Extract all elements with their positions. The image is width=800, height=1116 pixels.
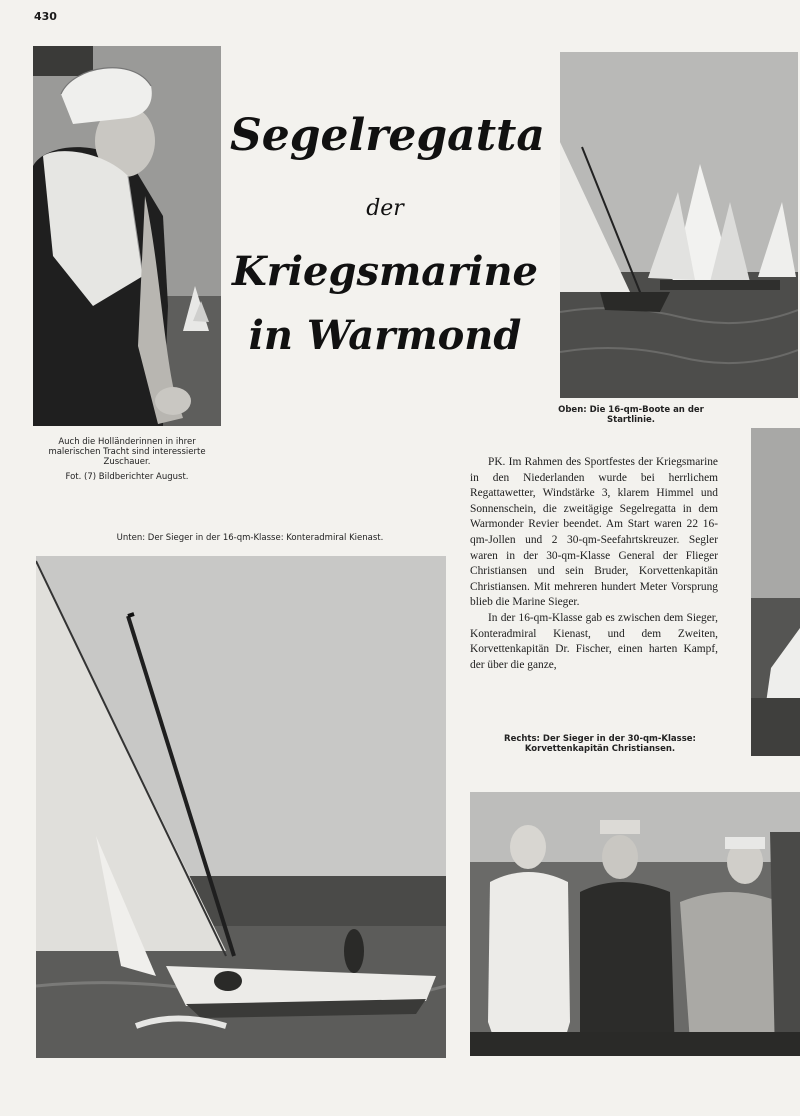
photo-30qm-winner-group [470, 792, 800, 1056]
photo-16qm-winner-sailboat [36, 556, 446, 1058]
caption-30qm-winner: Rechts: Der Sieger in der 30-qm-Klasse: Korvettenkapitän Christiansen. [504, 734, 696, 754]
caption-start-line: Oben: Die 16-qm-Boote an der Startlinie. [558, 405, 704, 425]
title-line-2: der [366, 196, 404, 221]
article-body [470, 455, 718, 715]
caption-dutch-women: Auch die Holländerinnen in ihrer malerischen Tracht sind interessierte Zuschauer. [48, 437, 206, 467]
title-line-1: Segelregatta [230, 110, 545, 161]
caption-16qm-winner: Unten: Der Sieger in der 16-qm-Klasse: Konteradmiral Kienast. [116, 533, 384, 543]
article-paragraph-1: PK. Im Rahmen des Sportfestes der Kriegsmarine in den Niederlanden wurde bei herrlichem Regattawetter, Windstärke 3, klarem Himmel und Sonnenschein, die zweitägige Segelregatta in dem Warmonder Revier beendet. Am Start waren 22 16-qm-Jollen und 2 30-qm-Seefahrtskreuzer. Segler waren in der 30-qm-Klasse General der Flieger Christiansen und sein Bruder, Korvettenkapitän Christiansen. Mit mehreren hundert Meter Vorsprung blieb die Marine Sieger. [470, 456, 718, 609]
title-line-4: in Warmond [248, 312, 522, 359]
photo-dutch-woman [33, 46, 221, 426]
photo-credit: Fot. (7) Bildberichter August. [65, 472, 189, 482]
title-line-3: Kriegsmarine [231, 248, 538, 295]
article-paragraph-2: In der 16-qm-Klasse gab es zwischen dem Sieger, Konteradmiral Kienast, und dem Zweiten, Korvettenkapitän Dr. Fischer, einen harten Kampf, der über die ganze, [470, 611, 718, 671]
photo-right-edge [751, 428, 800, 756]
photo-boats-start-line [560, 52, 798, 398]
page-number: 430 [34, 10, 57, 23]
